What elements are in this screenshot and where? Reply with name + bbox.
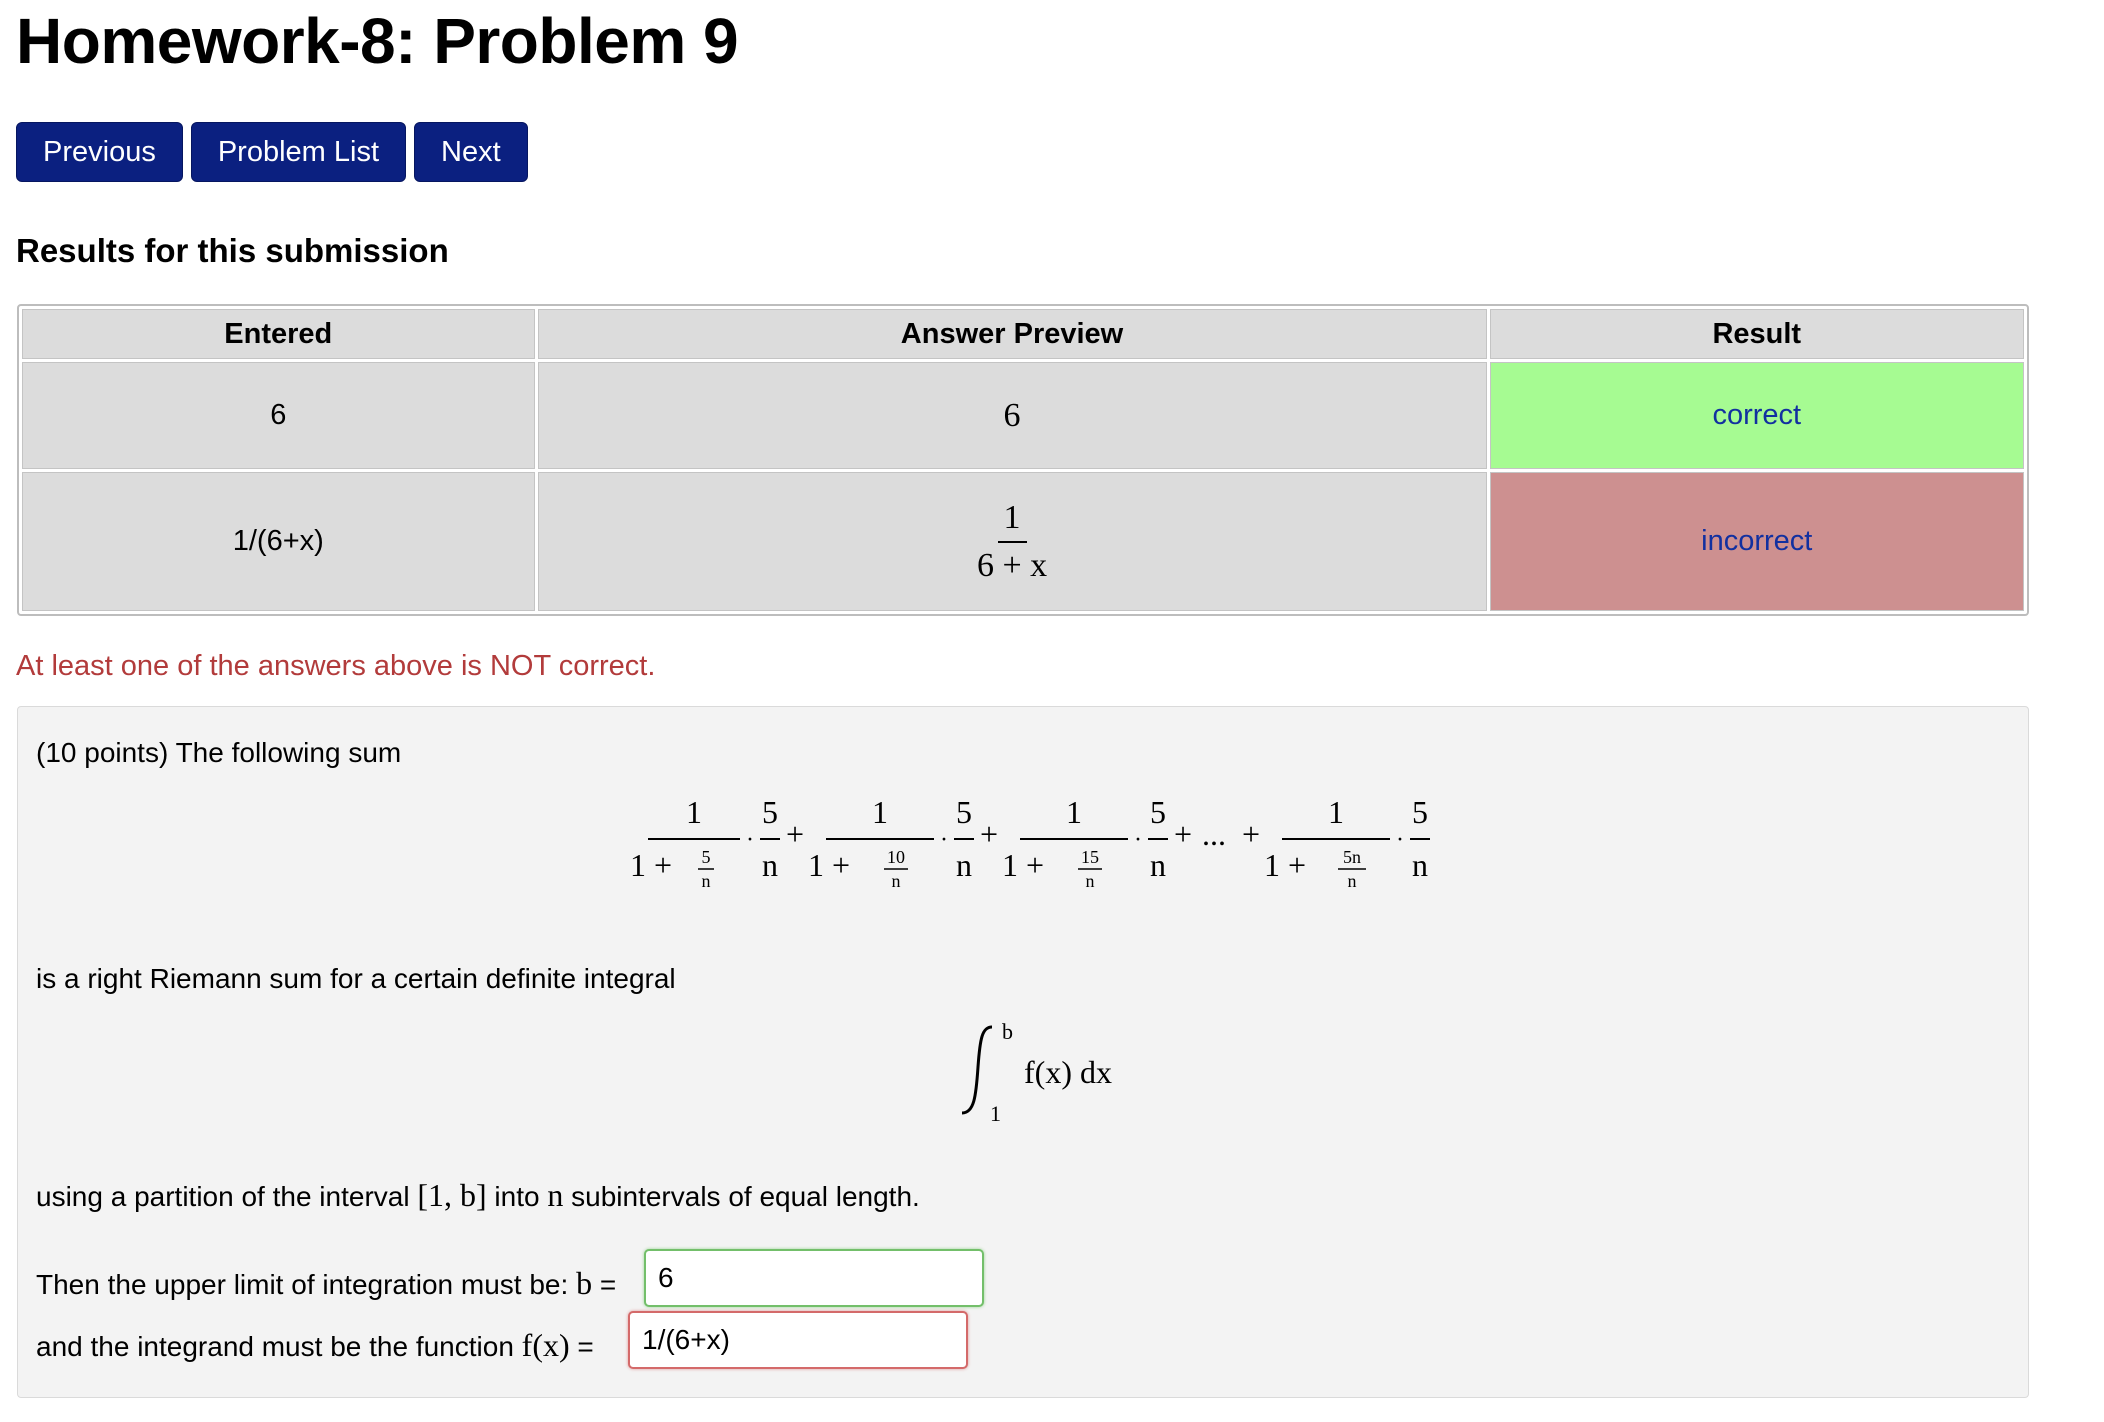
integral-upper-limit: b xyxy=(1002,1019,1013,1044)
previous-button[interactable]: Previous xyxy=(16,122,183,182)
sum-inner-numerator: 5n xyxy=(1343,847,1361,867)
entered-cell: 1/(6+x) xyxy=(22,472,535,611)
svg-text:1 +: 1 + xyxy=(630,847,673,883)
preview-denominator: 6 + x xyxy=(976,546,1048,584)
entered-cell: 6 xyxy=(22,362,535,469)
svg-text:·: · xyxy=(940,827,948,853)
column-header-result: Result xyxy=(1490,309,2024,359)
column-header-answer-preview: Answer Preview xyxy=(538,309,1487,359)
results-table xyxy=(17,304,2029,616)
sum-inner-denominator: n xyxy=(701,871,711,891)
sum-mult-numerator: 5 xyxy=(1412,794,1428,830)
integrand-answer-input[interactable]: 1/(6+x) xyxy=(628,1311,968,1369)
answer-preview-cell xyxy=(538,472,1487,611)
partition-prefix: using a partition of the interval xyxy=(36,1181,418,1212)
sum-mult-denominator: n xyxy=(1412,847,1428,883)
sum-inner-denominator: n xyxy=(1347,871,1357,891)
sum-term-numerator: 1 xyxy=(872,794,888,830)
table-row xyxy=(22,472,2024,611)
result-correct-cell: correct xyxy=(1490,362,2024,469)
sum-term-numerator: 1 xyxy=(1066,794,1082,830)
problem-list-button[interactable]: Problem List xyxy=(191,122,406,182)
sum-mult-numerator: 5 xyxy=(956,794,972,830)
partition-suffix: subintervals of equal length. xyxy=(563,1181,920,1212)
partition-interval: [1, b] xyxy=(417,1177,487,1213)
column-header-entered: Entered xyxy=(22,309,535,359)
svg-text:+: + xyxy=(786,816,805,852)
sum-mult-numerator: 5 xyxy=(1150,794,1166,830)
sum-inner-denominator: n xyxy=(891,871,901,891)
svg-text:+: + xyxy=(980,816,999,852)
preview-fraction xyxy=(971,499,1053,584)
answer-preview-cell: 6 xyxy=(538,362,1487,469)
integral-sign-icon xyxy=(962,1027,992,1113)
sum-term xyxy=(1264,794,1430,891)
sum-mult-denominator: n xyxy=(762,847,778,883)
page-title: Homework-8: Problem 9 xyxy=(16,5,739,77)
riemann-sum-expression xyxy=(628,789,1448,899)
svg-text:·: · xyxy=(746,827,754,853)
sum-term-numerator: 1 xyxy=(686,794,702,830)
table-row xyxy=(22,362,2024,469)
sum-inner-numerator: 10 xyxy=(887,847,905,867)
problem-nav xyxy=(16,122,528,182)
integral-lower-limit: 1 xyxy=(990,1101,1001,1126)
svg-text:1 +: 1 + xyxy=(1002,847,1045,883)
sum-inner-numerator: 15 xyxy=(1081,847,1099,867)
sum-inner-denominator: n xyxy=(1085,871,1095,891)
preview-numerator: 1 xyxy=(998,499,1027,542)
partition-description xyxy=(36,1177,920,1214)
question-integrand-label: and the integrand must be the function f(x) = xyxy=(36,1327,594,1363)
sum-ellipsis: ... xyxy=(1202,816,1226,852)
partition-middle: into xyxy=(486,1181,548,1212)
results-heading: Results for this submission xyxy=(16,232,449,269)
results-header-row xyxy=(22,309,2024,359)
upper-limit-answer-input[interactable]: 6 xyxy=(644,1249,984,1307)
riemann-description: is a right Riemann sum for a certain definite integral xyxy=(36,963,676,994)
problem-intro: (10 points) The following sum xyxy=(36,737,402,768)
svg-text:+: + xyxy=(1242,816,1261,852)
question-upper-limit-label: Then the upper limit of integration must be: b = xyxy=(36,1265,617,1301)
sum-term xyxy=(808,794,998,891)
svg-text:+: + xyxy=(1174,816,1193,852)
sum-mult-denominator: n xyxy=(956,847,972,883)
sum-term xyxy=(630,794,804,891)
definite-integral xyxy=(948,1017,1188,1127)
next-button[interactable]: Next xyxy=(414,122,528,182)
svg-text:·: · xyxy=(1134,827,1142,853)
problem-body xyxy=(17,706,2029,1398)
result-incorrect-cell: incorrect xyxy=(1490,472,2024,611)
sum-inner-numerator: 5 xyxy=(701,847,711,867)
sum-term-numerator: 1 xyxy=(1328,794,1344,830)
sum-term xyxy=(1002,794,1192,891)
integral-integrand: f(x) dx xyxy=(1024,1054,1112,1090)
svg-text:1 +: 1 + xyxy=(1264,847,1307,883)
svg-text:·: · xyxy=(1396,827,1404,853)
svg-text:1 +: 1 + xyxy=(808,847,851,883)
partition-variable: n xyxy=(547,1177,564,1213)
sum-mult-numerator: 5 xyxy=(762,794,778,830)
sum-mult-denominator: n xyxy=(1150,847,1166,883)
incorrect-warning: At least one of the answers above is NOT correct. xyxy=(16,650,656,682)
